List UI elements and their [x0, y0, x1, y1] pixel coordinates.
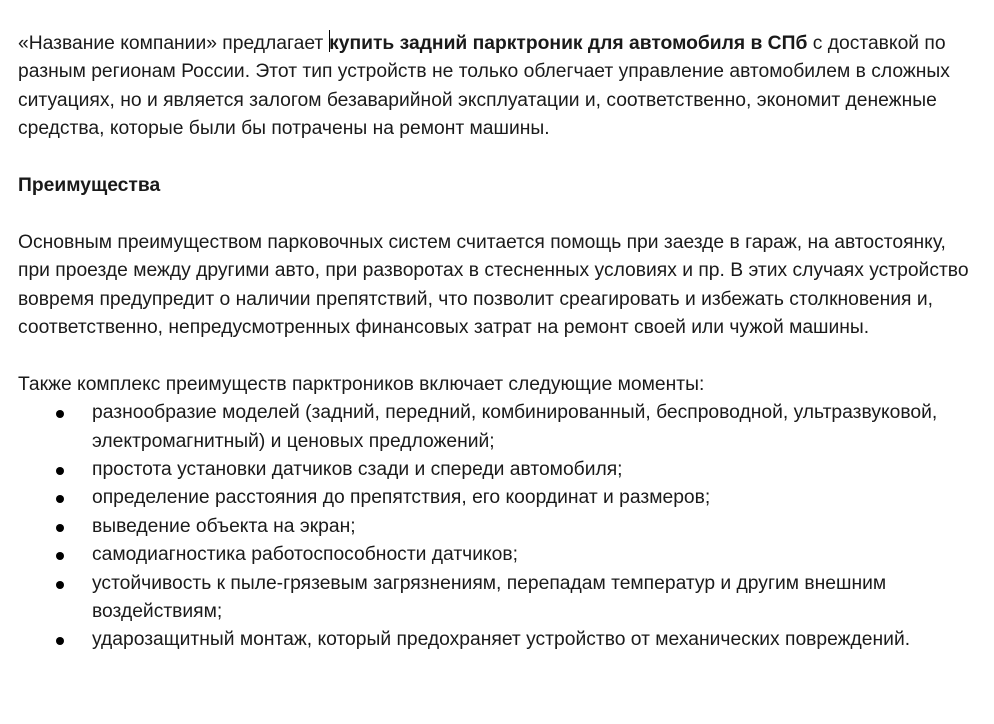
- list-item-text: простота установки датчиков сзади и спереди автомобиля;: [92, 459, 623, 481]
- intro-paragraph: [18, 30, 976, 144]
- intro-keyword: купить задний парктроник для автомобиля в СПб: [329, 33, 808, 54]
- intro-suffix: с доставкой по разным регионам России. Этот тип устройств не только облегчает управление автомобилем в сложных ситуациях, но и является залогом безаварийной эксплуатации и, соответственно, экономит денежные средства, которые были бы потрачены на ремонт машины.: [18, 33, 950, 140]
- section-heading: Преимущества: [18, 175, 161, 197]
- intro-prefix: «Название компании» предлагает: [18, 33, 329, 54]
- document-body: [18, 30, 976, 655]
- list-item: [18, 513, 976, 541]
- bullet-icon: [56, 581, 64, 589]
- bullet-icon: [56, 524, 64, 532]
- bullet-icon: [56, 467, 64, 475]
- list-item-text: определение расстояния до препятствия, его координат и размеров;: [92, 487, 711, 509]
- list-item: [18, 399, 976, 456]
- paragraph-spacer: [18, 200, 976, 228]
- list-item: [18, 570, 976, 627]
- list-intro: Также комплекс преимуществ парктроников включает следующие моменты:: [18, 373, 705, 395]
- list-item-text: ударозащитный монтаж, который предохраняет устройство от механических повреждений.: [92, 629, 911, 651]
- bullet-icon: [56, 552, 64, 560]
- list-item-text: разнообразие моделей (задний, передний, комбинированный, беспроводной, ультразвуковой, электромагнитный) и ценовых предложений;: [92, 402, 938, 452]
- advantages-list: [18, 399, 976, 655]
- paragraph-spacer: [18, 144, 976, 172]
- list-item: [18, 626, 976, 654]
- paragraph-spacer: [18, 342, 976, 370]
- list-item-text: выведение объекта на экран;: [92, 515, 356, 537]
- bullet-icon: [56, 410, 64, 418]
- list-item: [18, 484, 976, 512]
- main-paragraph: Основным преимуществом парковочных систем считается помощь при заезде в гараж, на автостоянку, при проезде между другими авто, при разворотах в стесненных условиях и пр. В этих случаях устройство вовремя предупредит о наличии препятствий, что позволит среагировать и избежать столкновения и, соответственно, непредусмотренных финансовых затрат на ремонт своей или чужой машины.: [18, 231, 969, 339]
- list-item-text: самодиагностика работоспособности датчиков;: [92, 544, 518, 566]
- list-item: [18, 456, 976, 484]
- list-item-text: устойчивость к пыле-грязевым загрязнениям, перепадам температур и другим внешним воздействиям;: [92, 572, 887, 623]
- bullet-icon: [56, 637, 64, 645]
- list-item: [18, 541, 976, 569]
- bullet-icon: [56, 495, 64, 503]
